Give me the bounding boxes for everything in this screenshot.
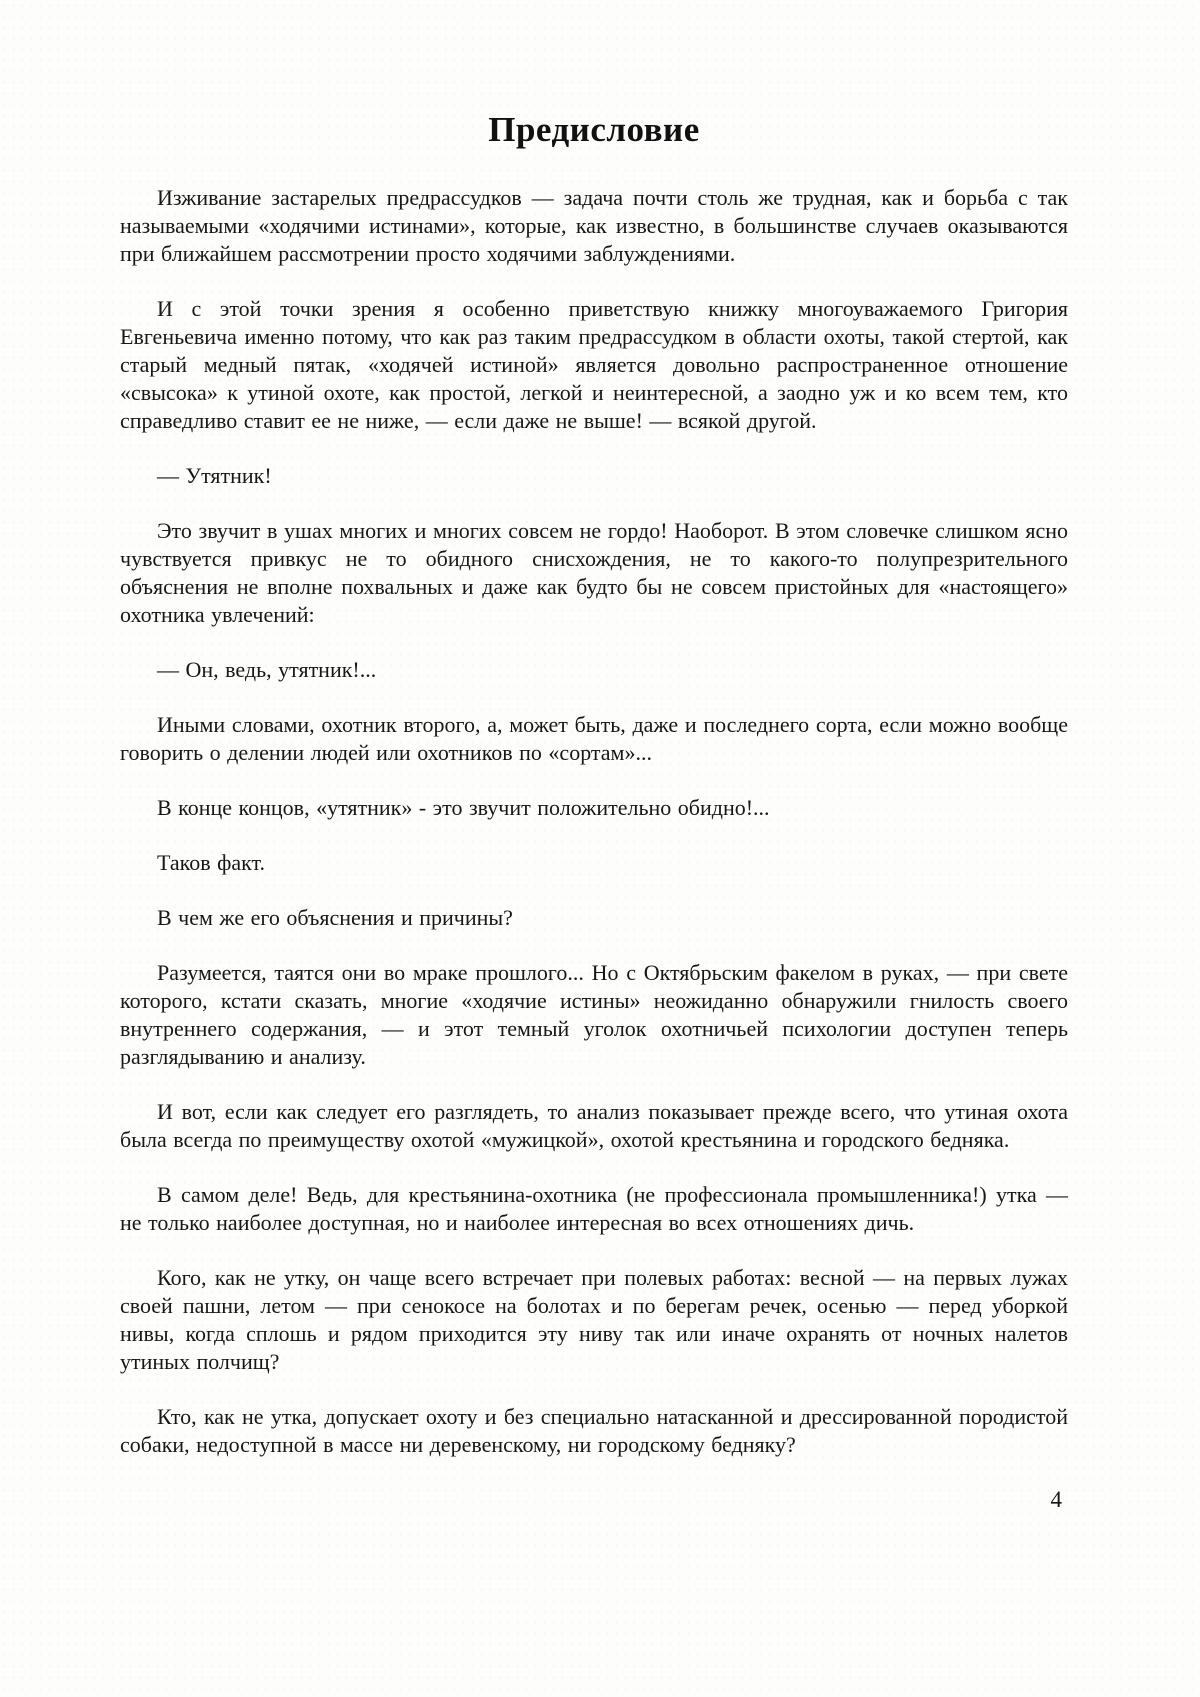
- page-number: 4: [1050, 1487, 1062, 1512]
- paragraph-11: И вот, если как следует его разглядеть, то анализ показывает прежде всего, что утиная охота была всегда по преимуществу охотой «мужицкой», охотой крестьянина и городского бедняка.: [120, 1099, 1068, 1152]
- paragraph-10: Разумеется, таятся они во мраке прошлого... Но с Октябрьским факелом в руках, — при свете которого, кстати сказать, многие «ходячие истины» неожиданно обнаружили гнилость своего внутреннего содержания, — и этот темный уголок охотничьей психологии доступен теперь разглядыванию и анализу.: [120, 960, 1068, 1069]
- paragraph-12: В самом деле! Ведь, для крестьянина-охотника (не профессионала промышленника!) утка — не только наиболее доступная, но и наиболее интересная во всех отношениях дичь.: [120, 1182, 1068, 1235]
- paragraph-1: Изживание застарелых предрассудков — задача почти столь же трудная, как и борьба с так называемыми «ходячими истинами», которые, как известно, в большинстве случаев оказываются при ближайшем рассмотрении просто ходячими заблуждениями.: [120, 185, 1068, 266]
- paragraph-13: Кого, как не утку, он чаще всего встречает при полевых работах: весной — на первых лужах своей пашни, летом — при сенокосе на болотах и по берегам речек, осенью — перед уборкой нивы, когда сплошь и рядом приходится эту ниву так или иначе охранять от ночных налетов утиных полчищ?: [120, 1265, 1068, 1374]
- paragraph-7: В конце концов, «утятник» - это звучит положительно обидно!...: [157, 795, 770, 820]
- paragraph-5-dialogue: — Он, ведь, утятник!...: [157, 657, 377, 682]
- document-body: [120, 184, 1068, 1459]
- paragraph-14: Кто, как не утка, допускает охоту и без специально натасканной и дрессированной породистой собаки, недоступной в массе ни деревенскому, ни городскому бедняку?: [120, 1404, 1068, 1457]
- paragraph-3-dialogue: — Утятник!: [157, 463, 272, 488]
- paragraph-9: В чем же его объяснения и причины?: [157, 905, 513, 930]
- paragraph-8: Таков факт.: [157, 850, 265, 875]
- page-title: Предисловие: [488, 110, 700, 149]
- paragraph-2: И с этой точки зрения я особенно приветствую книжку многоуважаемого Григория Евгеньевича именно потому, что как раз таким предрассудком в области охоты, такой стертой, как старый медный пятак, «ходячей истиной» является довольно распространенное отношение «свысока» к утиной охоте, как простой, легкой и неинтересной, а заодно уж и ко всем тем, кто справедливо ставит ее не ниже, — если даже не выше! — всякой другой.: [120, 296, 1068, 433]
- paragraph-6: Иными словами, охотник второго, а, может быть, даже и последнего сорта, если можно вообще говорить о делении людей или охотников по «сортам»...: [120, 712, 1068, 765]
- paragraph-4: Это звучит в ушах многих и многих совсем не гордо! Наоборот. В этом словечке слишком ясно чувствуется привкус не то обидного снисхождения, не то какого-то полупрезрительного объяснения не вполне похвальных и даже как будто бы не совсем пристойных для «настоящего» охотника увлечений:: [120, 518, 1068, 627]
